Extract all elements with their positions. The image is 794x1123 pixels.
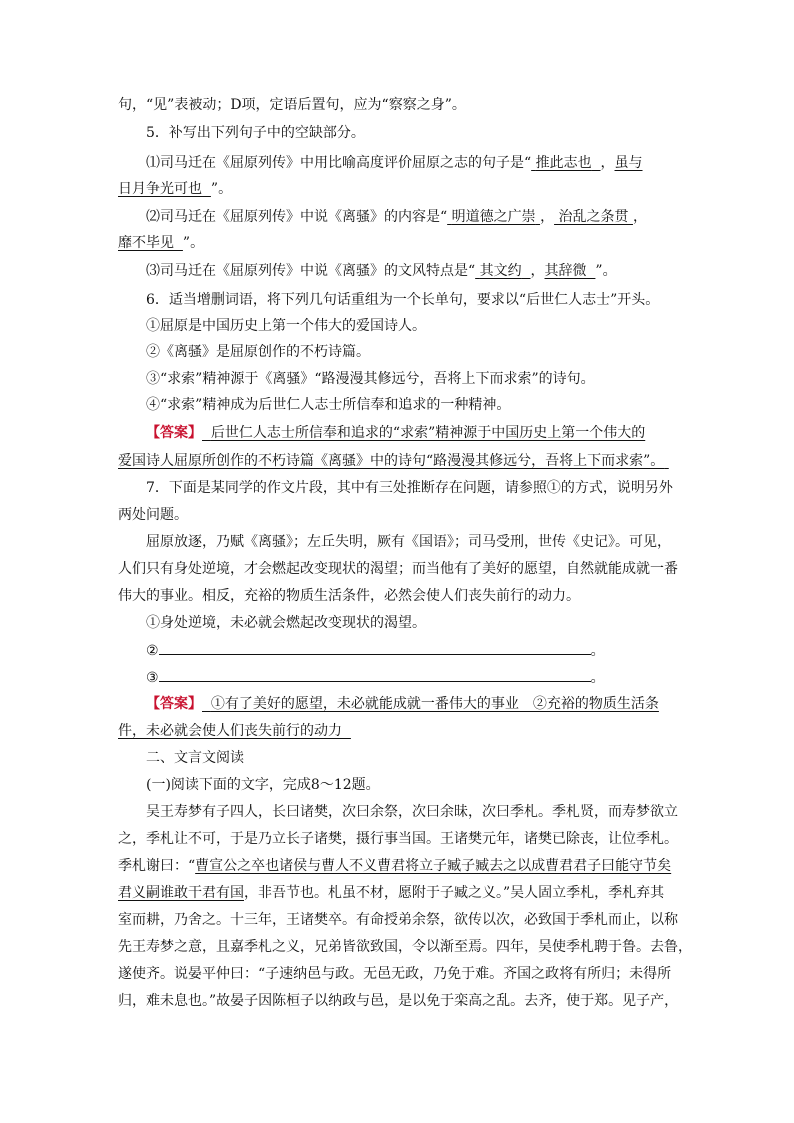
q6-sentence-4: ④“求索”精神成为后世仁人志士所信奉和追求的一种精神。 bbox=[146, 397, 511, 413]
passage-line: 遂使齐。说晏平仲曰：“子速纳邑与政。无邑无政，乃免于难。齐国之政将有所归；未得所 bbox=[118, 966, 672, 982]
section-heading: 二、文言文阅读 bbox=[146, 750, 244, 766]
passage-line: 先王寿梦之意，且嘉季札之义，兄弟皆欲致国，令以渐至焉。四年，吴使季札聘于鲁。去鲁， bbox=[118, 939, 692, 955]
q7-passage-line1: 屈原放逐，乃赋《离骚》；左丘失明，厥有《国语》；司马受刑，世传《史记》。可见， bbox=[146, 534, 671, 550]
passage-line: 季札谢曰：“曹宣公之卒也诸侯与曹人不义曹君将立子臧子臧去之以成曹君君子曰能守节矣 bbox=[118, 858, 672, 874]
q6-sentence-3: ③“求索”精神源于《离骚》“路漫漫其修远兮，吾将上下而求索”的诗句。 bbox=[146, 371, 595, 387]
passage-line: 归，难未息也。”故晏子因陈桓子以纳政与邑，是以免于栾高之乱。去齐，使于郑。见子产， bbox=[118, 993, 679, 1009]
q7-blank-2: ② 。 bbox=[146, 643, 605, 659]
answer-fill: 日月争光可也 bbox=[118, 181, 202, 197]
q5-item-2-line2: 靡不毕见 ”。 bbox=[118, 235, 205, 251]
q7-passage-line3: 伟大的事业。相反，充裕的物质生活条件，必然会使人们丧失前行的动力。 bbox=[118, 588, 580, 604]
q7-example-1: ①身处逆境，未必就会燃起改变现状的渴望。 bbox=[146, 615, 426, 631]
q6-answer-line1: 【答案】 后世仁人志士所信奉和追求的“求索”精神源于中国历史上第一个伟大的 bbox=[146, 425, 646, 441]
passage-line: 室而耕，乃舍之。十三年，王诸樊卒。有命授弟余祭，欲传以次，必致国于季札而止，以称 bbox=[118, 912, 678, 928]
q5-item-1-line2: 日月争光可也 ”。 bbox=[118, 181, 233, 197]
q5-item-3: ⑶司马迁在《屈原列传》中说《离骚》的文风特点是“ 其文约 ，其辞微 ”。 bbox=[146, 263, 617, 279]
underlined-passage: 曹宣公之卒也诸侯与曹人不义曹君将立子臧子臧去之以成曹君君子曰能守节矣 bbox=[195, 858, 672, 874]
answer-fill: 治乱之条贯 bbox=[558, 209, 629, 225]
passage-line: 吴王寿梦有子四人，长曰诸樊，次曰余祭，次曰余昧，次曰季札。季札贤，而寿梦欲立 bbox=[146, 804, 678, 820]
subsection-heading: (一)阅读下面的文字，完成8～12题。 bbox=[146, 777, 380, 793]
answer-fill: 其辞微 bbox=[544, 263, 587, 279]
q7-answer-line1: 【答案】 ①有了美好的愿望，未必就能成就一番伟大的事业 ②充裕的物质生活条 bbox=[146, 696, 659, 712]
answer-fill: 其文约 bbox=[479, 263, 522, 279]
q5-item-1-line1: ⑴司马迁在《屈原列传》中用比喻高度评价屈原之志的句子是“ 推此志也 ，虽与 bbox=[146, 155, 643, 171]
passage-line: 君义嗣谁敢干君有国，非吾节也。札虽不材，愿附于子臧之义。”吴人固立季札，季札弃其 bbox=[118, 885, 665, 901]
answer-fill: 推此志也 bbox=[535, 155, 592, 171]
q7-answer-line2: 件，未必就会使人们丧失前行的动力 bbox=[118, 723, 342, 739]
question-6: 6．适当增删词语，将下列几句话重组为一个长单句，要求以“后世仁人志士”开头。 bbox=[146, 292, 660, 308]
q7-blank-3: ③ 。 bbox=[146, 670, 605, 686]
question-7-line1: 7．下面是某同学的作文片段，其中有三处推断存在问题，请参照①的方式，说明另外 bbox=[146, 480, 673, 496]
answer-fill: 明道德之广崇 bbox=[451, 209, 536, 225]
underlined-passage: 君义嗣谁敢干君有国 bbox=[118, 885, 244, 901]
text-line: 句，“见”表被动；D项，定语后置句，应为“察察之身”。 bbox=[118, 97, 466, 113]
question-7-line2: 两处问题。 bbox=[118, 507, 188, 523]
q7-passage-line2: 人们只有身处逆境，才会燃起改变现状的渴望；而当他有了美好的愿望，自然就能成就一番 bbox=[118, 561, 678, 577]
answer-fill: 靡不毕见 bbox=[118, 235, 174, 251]
q6-sentence-1: ①屈原是中国历史上第一个伟大的爱国诗人。 bbox=[146, 318, 426, 334]
answer-fill: 虽与 bbox=[614, 155, 643, 171]
blank-line bbox=[159, 668, 591, 682]
q6-answer-line2: 爱国诗人屈原所创作的不朽诗篇《离骚》中的诗句“路漫漫其修远兮，吾将上下而求索”。 bbox=[118, 453, 665, 469]
answer-label: 【答案】 bbox=[146, 425, 202, 441]
passage-line: 之，季札让不可，于是乃立长子诸樊，摄行事当国。王诸樊元年，诸樊已除丧，让位季札。 bbox=[118, 831, 678, 847]
q6-sentence-2: ②《离骚》是屈原创作的不朽诗篇。 bbox=[146, 344, 370, 360]
question-5: 5．补写出下列句子中的空缺部分。 bbox=[146, 125, 365, 141]
blank-line bbox=[159, 641, 591, 655]
answer-label: 【答案】 bbox=[146, 696, 202, 712]
q5-item-2-line1: ⑵司马迁在《屈原列传》中说《离骚》的内容是“ 明道德之广崇 ， 治乱之条贯 ， bbox=[146, 209, 647, 225]
